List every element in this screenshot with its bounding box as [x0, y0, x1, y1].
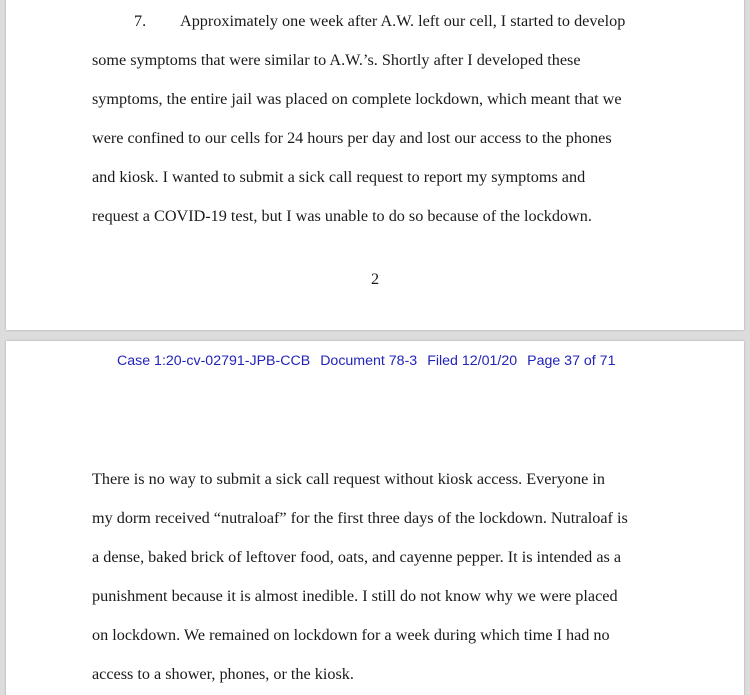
body-line: Approximately one week after A.W. left our cell, I started to develop	[180, 12, 626, 30]
case-header	[117, 353, 615, 369]
body-line: punishment because it is almost inedible. I still do not know why we were placed	[92, 587, 618, 605]
page-bottom	[6, 341, 744, 695]
body-line: symptoms, the entire jail was placed on complete lockdown, which meant that we	[92, 90, 622, 108]
document-number: Document 78-3	[320, 353, 418, 369]
body-line: my dorm received “nutraloaf” for the first three days of the lockdown. Nutraloaf is	[92, 509, 628, 527]
page-of-total: Page 37 of 71	[527, 353, 616, 369]
body-line: some symptoms that were similar to A.W.’s. Shortly after I developed these	[92, 51, 581, 69]
body-line: There is no way to submit a sick call request without kiosk access. Everyone in	[92, 470, 605, 488]
page-number: 2	[370, 270, 380, 288]
paragraph-number: 7.	[134, 12, 147, 30]
body-line: and kiosk. I wanted to submit a sick call request to report my symptoms and	[92, 168, 586, 186]
body-line: request a COVID-19 test, but I was unable to do so because of the lockdown.	[92, 207, 592, 225]
body-line: a dense, baked brick of leftover food, oats, and cayenne pepper. It is intended as a	[92, 548, 622, 566]
body-line: on lockdown. We remained on lockdown for a week during which time I had no	[92, 626, 610, 644]
filed-date: Filed 12/01/20	[427, 353, 518, 369]
body-line: access to a shower, phones, or the kiosk.	[92, 665, 354, 683]
case-number: Case 1:20-cv-02791-JPB-CCB	[117, 353, 311, 369]
page-top	[6, 0, 744, 330]
body-line: were confined to our cells for 24 hours per day and lost our access to the phones	[92, 129, 612, 147]
